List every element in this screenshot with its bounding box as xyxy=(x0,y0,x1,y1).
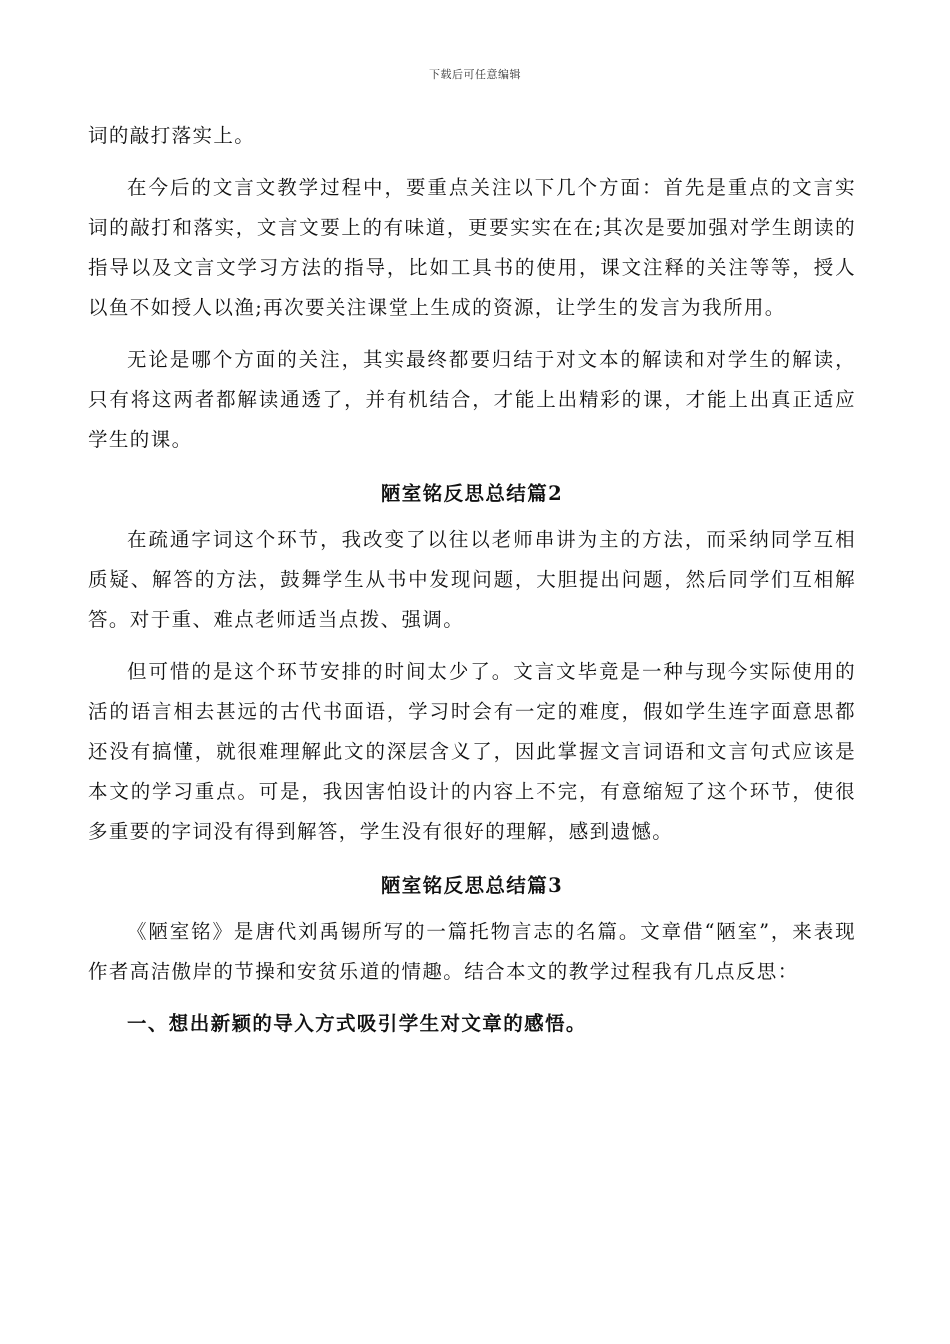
paragraph: 在疏通字词这个环节，我改变了以往以老师串讲为主的方法，而采纳同学互相质疑、解答的方法，鼓舞学生从书中发现问题，大胆提出问题，然后同学们互相解答。对于重、难点老师适当点拨、强调。 xyxy=(88,528,856,631)
page-header: 下载后可任意编辑 xyxy=(429,68,521,81)
paragraph: 在今后的文言文教学过程中，要重点关注以下几个方面：首先是重点的文言实词的敲打和落实，文言文要上的有味道，更要实实在在;其次是要加强对学生朗读的指导以及文言文学习方法的指导，比如工具书的使用，课文注释的关注等等，授人以鱼不如授人以渔;再次要关注课堂上生成的资源，让学生的发言为我所用。 xyxy=(88,176,856,319)
paragraph-continuation: 词的敲打落实上。 xyxy=(88,124,256,147)
paragraph: 《陋室铭》是唐代刘禹锡所写的一篇托物言志的名篇。文章借“陋室”，来表现作者高洁傲岸的节操和安贫乐道的情趣。结合本文的教学过程我有几点反思： xyxy=(88,920,856,983)
subheading: 一、想出新颖的导入方式吸引学生对文章的感悟。 xyxy=(127,1012,587,1035)
paragraph: 无论是哪个方面的关注，其实最终都要归结于对文本的解读和对学生的解读，只有将这两者都解读通透了，并有机结合，才能上出精彩的课，才能上出真正适应学生的课。 xyxy=(88,348,856,451)
paragraph: 但可惜的是这个环节安排的时间太少了。文言文毕竟是一种与现今实际使用的活的语言相去甚远的古代书面语，学习时会有一定的难度，假如学生连字面意思都还没有搞懂，就很难理解此文的深层含义了，因此掌握文言词语和文言句式应该是本文的学习重点。可是，我因害怕设计的内容上不完，有意缩短了这个环节，使很多重要的字词没有得到解答，学生没有很好的理解，感到遗憾。 xyxy=(88,660,856,843)
section-title: 陋室铭反思总结篇3 xyxy=(380,874,564,897)
section-title: 陋室铭反思总结篇2 xyxy=(380,482,564,505)
document-body xyxy=(88,116,856,1044)
